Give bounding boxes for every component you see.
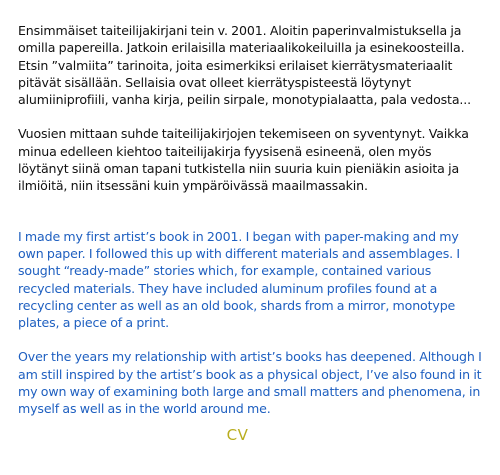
language-spacer [18, 195, 484, 228]
statement-content [18, 22, 484, 418]
finnish-paragraph-2: Vuosien mittaan suhde taiteilijakirjojen tekemiseen on syventynyt. Vaikka minua edelleen kiehtoo taiteilijakirja fyysisenä esineenä, olen myös löytänyt siinä oman tapani tutkistella niin suuria kuin pieniäkin asioita ja ilmiöitä, niin itsessäni kuin ympäröivässä maailmassakin. [18, 126, 469, 194]
finnish-paragraph-1: Ensimmäiset taiteilijakirjani tein v. 2001. Aloitin paperinvalmistuksella ja omilla papereilla. Jatkoin erilaisilla materiaalikokeiluilla ja esinekoosteilla. Etsin ”valmiita” tarinoita, joita esimerkiksi erilaiset kierrätysmateriaalit pitävät sisällään. Sellaisia ovat olleet kierrätyspisteestä löytynyt alumiiniprofiili, vanha kirja, peilin sirpale, monotypialaatta, pala vedosta... [18, 23, 471, 108]
cv-link[interactable]: CV [226, 426, 249, 444]
english-paragraph-2: Over the years my relationship with artist’s books has deepened. Although I am still inspired by the artist’s book as a physical object, I’ve also found in it my own way of examining both large and small matters and phenomena, in myself as well as in the world around me. [18, 349, 482, 417]
paragraph-spacer [18, 108, 484, 125]
paragraph-spacer [18, 331, 484, 348]
english-paragraph-1: I made my first artist’s book in 2001. I began with paper-making and my own paper. I followed this up with different materials and assemblages. I sought “ready-made” stories which, for example, contained various recycled materials. They have included aluminum profiles found at a recycling center as well as an old book, shards from a mirror, monotype plates, a piece of a print. [18, 228, 460, 331]
